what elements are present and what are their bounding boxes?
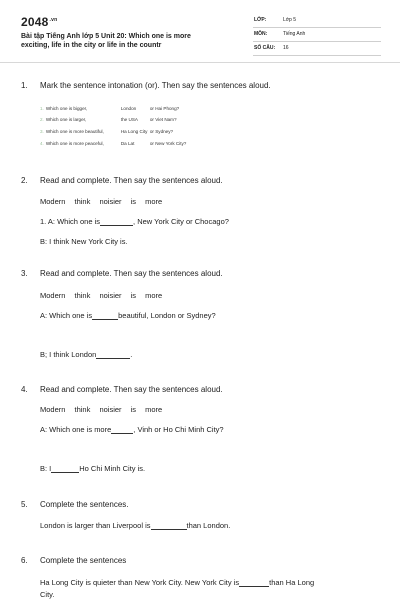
item-option-a: Ha Long City [120,129,148,134]
answer-blank[interactable] [111,425,133,434]
sentence [40,521,230,530]
item-option-b: or Viet Nam? [149,117,177,122]
sentence-text: B; I think London [40,350,97,359]
sentence-text: B: I [40,464,52,473]
worksheet-header [0,0,400,63]
word-bank: Modern think noisier is more [40,405,163,414]
answer-blank[interactable] [96,350,133,359]
item-option-a: the USA [120,117,138,122]
sentence-text: , Vinh or Ho Chi Minh City? [133,425,224,434]
item-question: Which one is larger, [45,117,87,122]
site-logo[interactable] [21,15,57,29]
answer-blank[interactable] [239,578,269,587]
sentence-b [40,464,145,473]
sentence-text: A: Which one is [40,311,93,320]
sentence-b [40,350,132,359]
sentence [40,578,314,587]
meta-value: 16 [283,45,289,51]
sentence-text: Ho Chi Minh City is. [79,464,146,473]
question-number: 1. [21,81,28,90]
sentence-text: London is larger than Liverpool is [40,521,151,530]
sentence-continued: City. [40,590,55,599]
item-option-a: London [120,106,137,111]
question-instruction: Read and complete. Then say the sentences aloud. [40,176,223,185]
intonation-item-4 [40,141,186,146]
meta-value: Tiếng Anh [283,31,306,37]
item-option-a: Da Lat [120,141,135,146]
answer-blank[interactable] [92,311,118,320]
sentence-a [40,217,229,226]
question-instruction: Read and complete. Then say the sentences aloud. [40,269,223,278]
intonation-item-2 [40,117,177,122]
meta-row-count [253,42,381,56]
answer-blank[interactable] [151,521,187,530]
question-number: 6. [21,556,28,565]
item-option-b: or Hai Phong? [149,106,180,111]
item-question: Which one is more peaceful, [45,141,104,146]
meta-key: SỐ CÂU: [254,45,276,51]
meta-key: LỚP: [254,17,267,23]
sentence-text: than Ha Long [269,578,315,587]
meta-value: Lớp 5 [283,17,297,23]
sentence-text: than London. [186,521,231,530]
answer-blank[interactable] [51,464,79,473]
sentence-text: Ha Long City is quieter than New York City. New York City is [40,578,240,587]
sentence-text: beautiful, London or Sydney? [118,311,216,320]
answer-blank[interactable] [100,217,133,226]
question-instruction: Read and complete. Then say the sentences aloud. [40,385,223,394]
meta-key: MÔN: [254,31,268,37]
meta-row-class [253,14,381,28]
sentence-text: , New York City or Chocago? [133,217,229,226]
logo-tld: .vn [49,17,58,23]
logo-text: 2048 [21,15,49,29]
meta-row-subject [253,28,381,42]
question-number: 4. [21,385,28,394]
item-number: 3. [40,129,44,134]
item-question: Which one is more beautiful, [45,129,104,134]
sentence-text: A: Which one is more [40,425,112,434]
sentence-text: 1. A: Which one is [40,217,101,226]
word-bank: Modern think noisier is more [40,291,163,300]
sentence-text: . [130,350,133,359]
sentence-a [40,311,216,320]
item-question: Which one is bigger, [45,106,88,111]
word-bank: Modern think noisier is more [40,197,163,206]
item-option-b: or Sydney? [149,129,174,134]
document-title: Bài tập Tiếng Anh lớp 5 Unit 20: Which one is more exciting, life in the city or life in the countr [21,33,191,49]
question-number: 3. [21,269,28,278]
item-number: 2. [40,117,44,122]
item-option-b: or New York City? [149,141,187,146]
question-number: 2. [21,176,28,185]
item-number: 1. [40,106,44,111]
question-instruction: Mark the sentence intonation (or). Then say the sentences aloud. [40,81,271,90]
intonation-item-3 [40,129,173,134]
intonation-item-1 [40,106,179,111]
sentence-b: B: I think New York City is. [40,237,128,246]
question-instruction: Complete the sentences [40,556,127,565]
item-number: 4. [40,141,44,146]
question-number: 5. [21,500,28,509]
question-instruction: Complete the sentences. [40,500,129,509]
sentence-a [40,425,224,434]
